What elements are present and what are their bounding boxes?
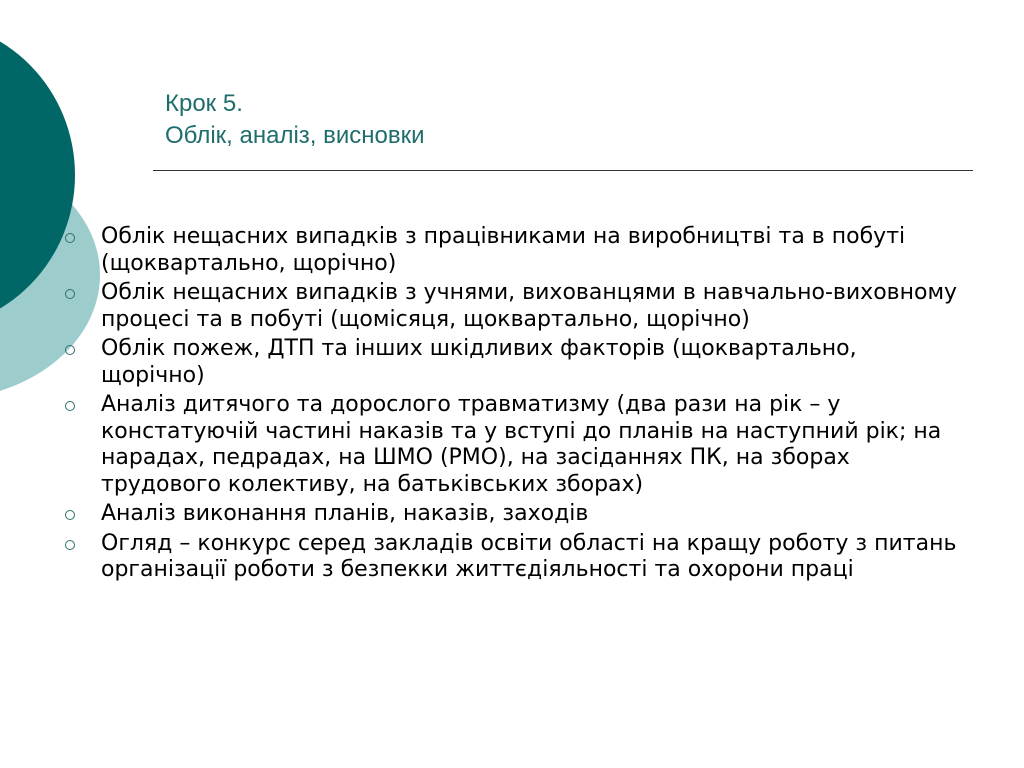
bullet-item (60, 392, 960, 498)
title-line-subtitle: Облік, аналіз, висновки (165, 122, 425, 149)
bullet-list (60, 224, 960, 587)
bullet-text: Облік нещасних випадків з працівниками на виробництві та в побуті (щоквартально, щорічно) (101, 224, 906, 276)
title-line-step: Крок 5. (165, 90, 243, 117)
bullet-text: Аналіз виконання планів, наказів, заходів (101, 501, 589, 526)
bullet-text: Огляд – конкурс серед закладів освіти області на кращу роботу з питань організації роботи з безпекки життєдіяльності та охорони праці (101, 530, 957, 582)
bullet-text: Аналіз дитячого та дорослого травматизму (два рази на рік – у констатуючій частині наказів та у вступі до планів на наступний рік; на нарадах, педрадах, на ШМО (РМО), на засіданнях ПК, на зборах трудового колективу, на батьківських зборах) (101, 392, 942, 497)
circle-bullet-icon (65, 540, 75, 550)
bullet-item (60, 336, 960, 389)
slide-title (165, 88, 965, 152)
bullet-item (60, 501, 960, 528)
bullet-text: Облік нещасних випадків з учнями, вихованцями в навчально-виховному процесі та в побуті (щомісяця, щоквартально, щорічно) (101, 280, 958, 332)
circle-bullet-icon (65, 233, 75, 243)
bullet-item (60, 531, 960, 584)
circle-bullet-icon (65, 345, 75, 355)
circle-bullet-icon (65, 289, 75, 299)
bullet-item (60, 224, 960, 277)
bullet-item (60, 280, 960, 333)
title-divider (153, 170, 973, 171)
circle-bullet-icon (65, 401, 75, 411)
bullet-text: Облік пожеж, ДТП та інших шкідливих факторів (щоквартально, щорічно) (101, 336, 857, 388)
circle-bullet-icon (65, 510, 75, 520)
